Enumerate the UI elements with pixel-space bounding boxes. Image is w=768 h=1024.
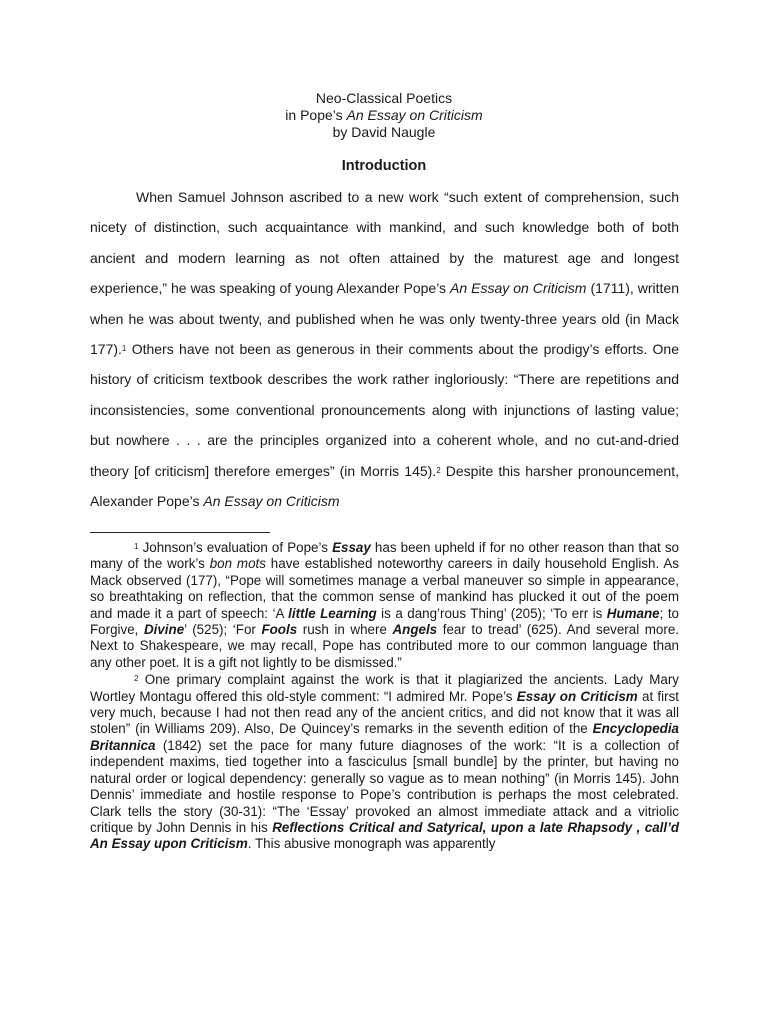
author-line: by David Naugle xyxy=(332,124,436,140)
section-heading: Introduction xyxy=(341,158,427,174)
title-subline xyxy=(0,107,768,124)
title-prefix: in Pope’s xyxy=(285,107,347,123)
footnote-ref-2[interactable]: 2 xyxy=(436,465,441,475)
fn1-italic: Angels xyxy=(392,622,438,638)
fn2-text: . This abusive monograph was apparently xyxy=(247,836,496,852)
title-line: Neo-Classical Poetics xyxy=(315,90,453,106)
title-block xyxy=(0,90,768,141)
footnote-separator xyxy=(90,532,270,533)
fn1-text: fear to tread’ (625). And several more. Next to Shakespeare, we may recall, Pope has contributed more to our common language than any other poet. It is a gift not lightly to be dismissed.” xyxy=(90,622,679,670)
body-text-3: Others have not been as generous in their comments about the prodigy’s efforts. One history of criticism textbook describes the work rather ingloriously: “There are repetitions and inconsistencies, some conventional pronouncements along with injunctions of lasting value; but nowhere . . . are the principles organized into a coherent whole, and no cut-and-dried theory [of criticism] therefore emerges” (in Morris 145). xyxy=(90,341,679,479)
fn1-italic: little Learning xyxy=(288,605,377,621)
fn2-text: (1842) set the pace for many future diagnoses of the work: “It is a collection of independent maxims, tied together into a fasciculus [small bundle] by the printer, but having no natural order or logical dependency: generally so vague as to mean nothing” (in Morris 145). John Dennis’ immediate and hostile response to Pope’s contribution is perhaps the most celebrated. Clark tells the story (30-31): “The ‘Essay’ provoked an almost immediate attack and a vitriolic critique by John Dennis in his xyxy=(90,737,679,835)
fn1-italic: Essay xyxy=(332,540,371,555)
fn1-text: ; to Forgive, xyxy=(90,605,680,638)
fn2-italic: Essay on Criticism xyxy=(516,688,638,704)
title-work-name: An Essay on Criticism xyxy=(346,107,483,123)
fn1-text: is a dang’rous Thing’ (205); ‘To err is xyxy=(376,605,607,621)
fn1-text: ’ (525); ‘For xyxy=(184,622,262,638)
fn2-text: One primary complaint against the work is that it plagiarized the ancients. Lady Mary Wortley Montagu offered this old-style comment: “I admired Mr. Pope’s xyxy=(90,672,679,704)
body-text-4: Despite this harsher pronouncement, Alexander Pope’s xyxy=(90,462,679,510)
footnote-1 xyxy=(90,540,679,671)
fn1-text: has been upheld if for no other reason than that so many of the work’s xyxy=(90,540,679,572)
fn1-italic: Fools xyxy=(261,622,298,638)
body-text-1: When Samuel Johnson ascribed to a new work “such extent of comprehension, such nicety of distinction, such acquaintance with mankind, and such knowledge both of both ancient and modern learning as not often attained by the maturest age and longest experience,” he was speaking of young Alexander Pope’s xyxy=(90,189,679,297)
footnote-number-1: 1 xyxy=(134,542,139,551)
fn1-text: rush in where xyxy=(297,622,393,638)
fn1-italic: Humane xyxy=(606,605,660,621)
fn1-italic: bon mots xyxy=(209,556,266,572)
fn1-text: have established noteworthy careers in daily household English. As Mack observed (177), “Pope will sometimes manage a verbal maneuver so simple in appearance, so breathtaking on reflection, that the common sense of mankind has plucked it out of the poem and made it a part of speech: ‘A xyxy=(90,556,679,621)
fn1-text: Johnson’s evaluation of Pope’s xyxy=(138,540,333,555)
fn2-text: at first very much, because I had not then read any of the ancient critics, and did not know that it was all stolen” (in Williams 209). Also, De Quincey’s remarks in the seventh edition of the xyxy=(90,688,680,737)
footnote-ref-1[interactable]: 1 xyxy=(121,344,127,354)
fn2-italic: Reflections Critical and Satyrical, upon a late Rhapsody , call’d An Essay upon Criticism xyxy=(90,819,680,852)
body-text-2: (1711), written when he was about twenty, and published when he was only twenty-three years old (in Mack 177). xyxy=(90,280,679,358)
fn1-italic: Divine xyxy=(143,622,185,638)
footnote-number-2: 2 xyxy=(134,674,139,684)
body-paragraph xyxy=(90,182,679,516)
footnotes xyxy=(90,540,679,854)
body-italic-4: An Essay on Criticism xyxy=(203,493,340,510)
body-italic-1: An Essay on Criticism xyxy=(450,280,587,297)
footnote-2 xyxy=(90,672,679,852)
fn2-italic: Encyclopedia Britannica xyxy=(90,721,679,753)
